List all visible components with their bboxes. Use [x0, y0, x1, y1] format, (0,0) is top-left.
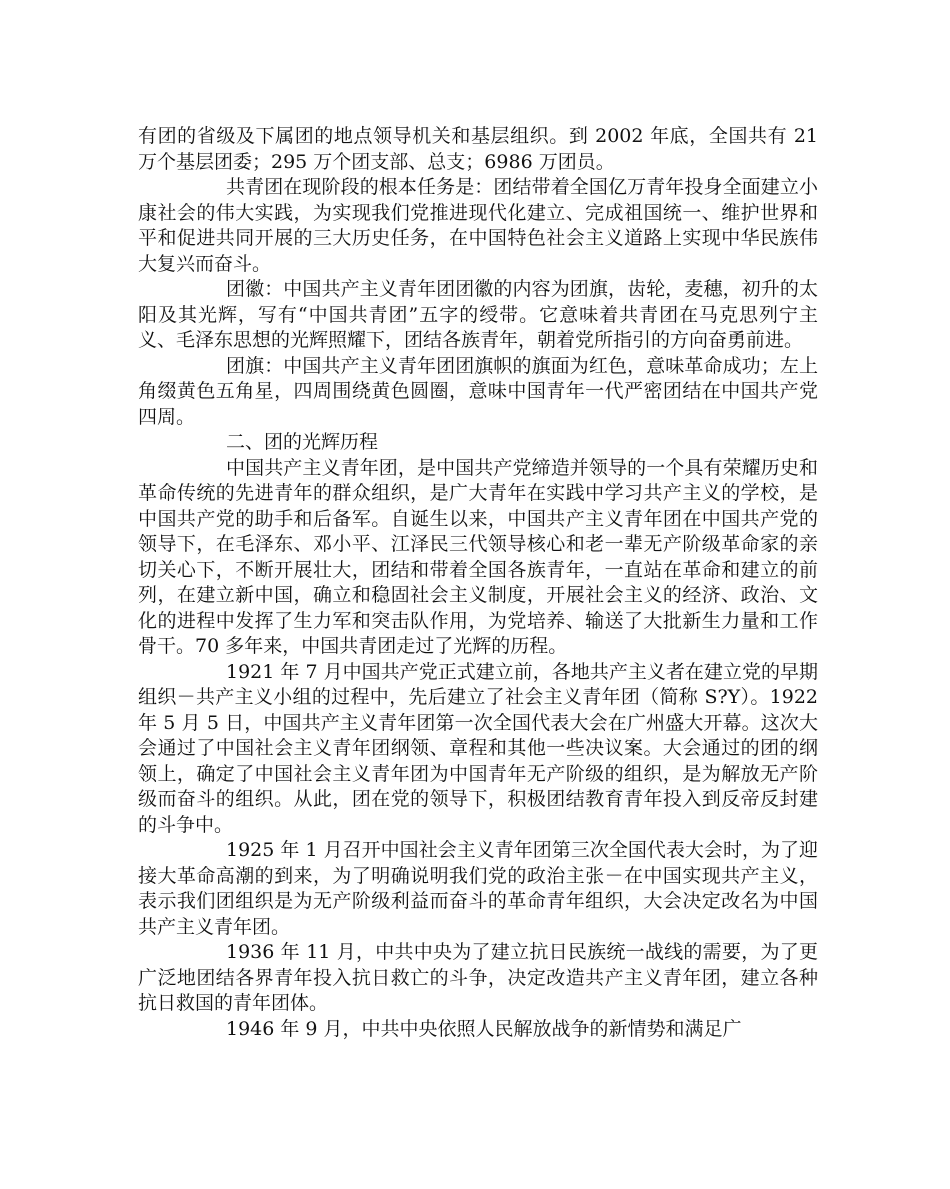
paragraph-fundamental-task: 共青团在现阶段的根本任务是：团结带着全国亿万青年投身全面建立小康社会的伟大实践，为实现我们党推进现代化建立、完成祖国统一、维护世界和平和促进共同开展的三大历史任务，在中国特色社会主义道路上实现中华民族伟大复兴而奋斗。	[138, 176, 818, 275]
paragraph-1946-directive: 1946 年 9 月，中共中央依照人民解放战争的新情势和满足广	[226, 1017, 742, 1040]
paragraph-1936-reform: 1936 年 11 月，中共中央为了建立抗日民族统一战线的需要，为了更广泛地团结各界青年投入抗日救亡的斗争，决定改造共产主义青年团，建立各种抗日救国的青年团体。	[138, 941, 818, 1014]
paragraph-1925-renaming: 1925 年 1 月召开中国社会主义青年团第三次全国代表大会时，为了迎接大革命高潮的到来，为了明确说明我们党的政治主张－在中国实现共产主义，表示我们团组织是为无产阶级利益而奋斗的革命青年组织，大会决定改名为中国共产主义青年团。	[138, 839, 818, 938]
paragraph-league-emblem: 团徽：中国共产主义青年团团徽的内容为团旗，齿轮，麦穗，初升的太阳及其光辉，写有“中国共青团”五字的绶带。它意味着共青团在马克思列宁主义、毛泽东思想的光辉照耀下，团结各族青年，朝着党所指引的方向奋勇前进。	[138, 278, 818, 351]
section-heading-history: 二、团的光辉历程	[226, 431, 379, 453]
paragraph-1921-founding: 1921 年 7 月中国共产党正式建立前，各地共产主义者在建立党的早期组织－共产主义小组的过程中，先后建立了社会主义青年团（简称 S?Y）。1922 年 5 月 5 日，中国共产主义青年团第一次全国代表大会在广州盛大开幕。这次大会通过了中国社会主义青年团纲领、章程和其他一些决议案。大会通过的团的纲领上，确定了中国社会主义青年团为中国青年无产阶级的组织，是为解放无产阶级而奋斗的组织。从此，团在党的领导下，积极团结教育青年投入到反帝反封建的斗争中。	[138, 660, 818, 836]
paragraph-continuation: 有团的省级及下属团的地点领导机关和基层组织。到 2002 年底，全国共有 21 万个基层团委；295 万个团支部、总支；6986 万团员。	[138, 125, 818, 173]
document-body	[138, 124, 818, 1042]
paragraph-league-overview: 中国共产主义青年团，是中国共产党缔造并领导的一个具有荣耀历史和革命传统的先进青年的群众组织，是广大青年在实践中学习共产主义的学校，是中国共产党的助手和后备军。自诞生以来，中国共产主义青年团在中国共产党的领导下，在毛泽东、邓小平、江泽民三代领导核心和老一辈无产阶级革命家的亲切关心下，不断开展壮大，团结和带着全国各族青年，一直站在革命和建立的前列，在建立新中国，确立和稳固社会主义制度，开展社会主义的经济、政治、文化的进程中发挥了生力军和突击队作用，为党培养、输送了大批新生力量和工作骨干。70 多年来，中国共青团走过了光辉的历程。	[138, 456, 818, 657]
paragraph-league-flag: 团旗：中国共产主义青年团团旗帜的旗面为红色，意味革命成功；左上角缀黄色五角星，四周围绕黄色圆圈，意味中国青年一代严密团结在中国共产党四周。	[138, 354, 818, 428]
